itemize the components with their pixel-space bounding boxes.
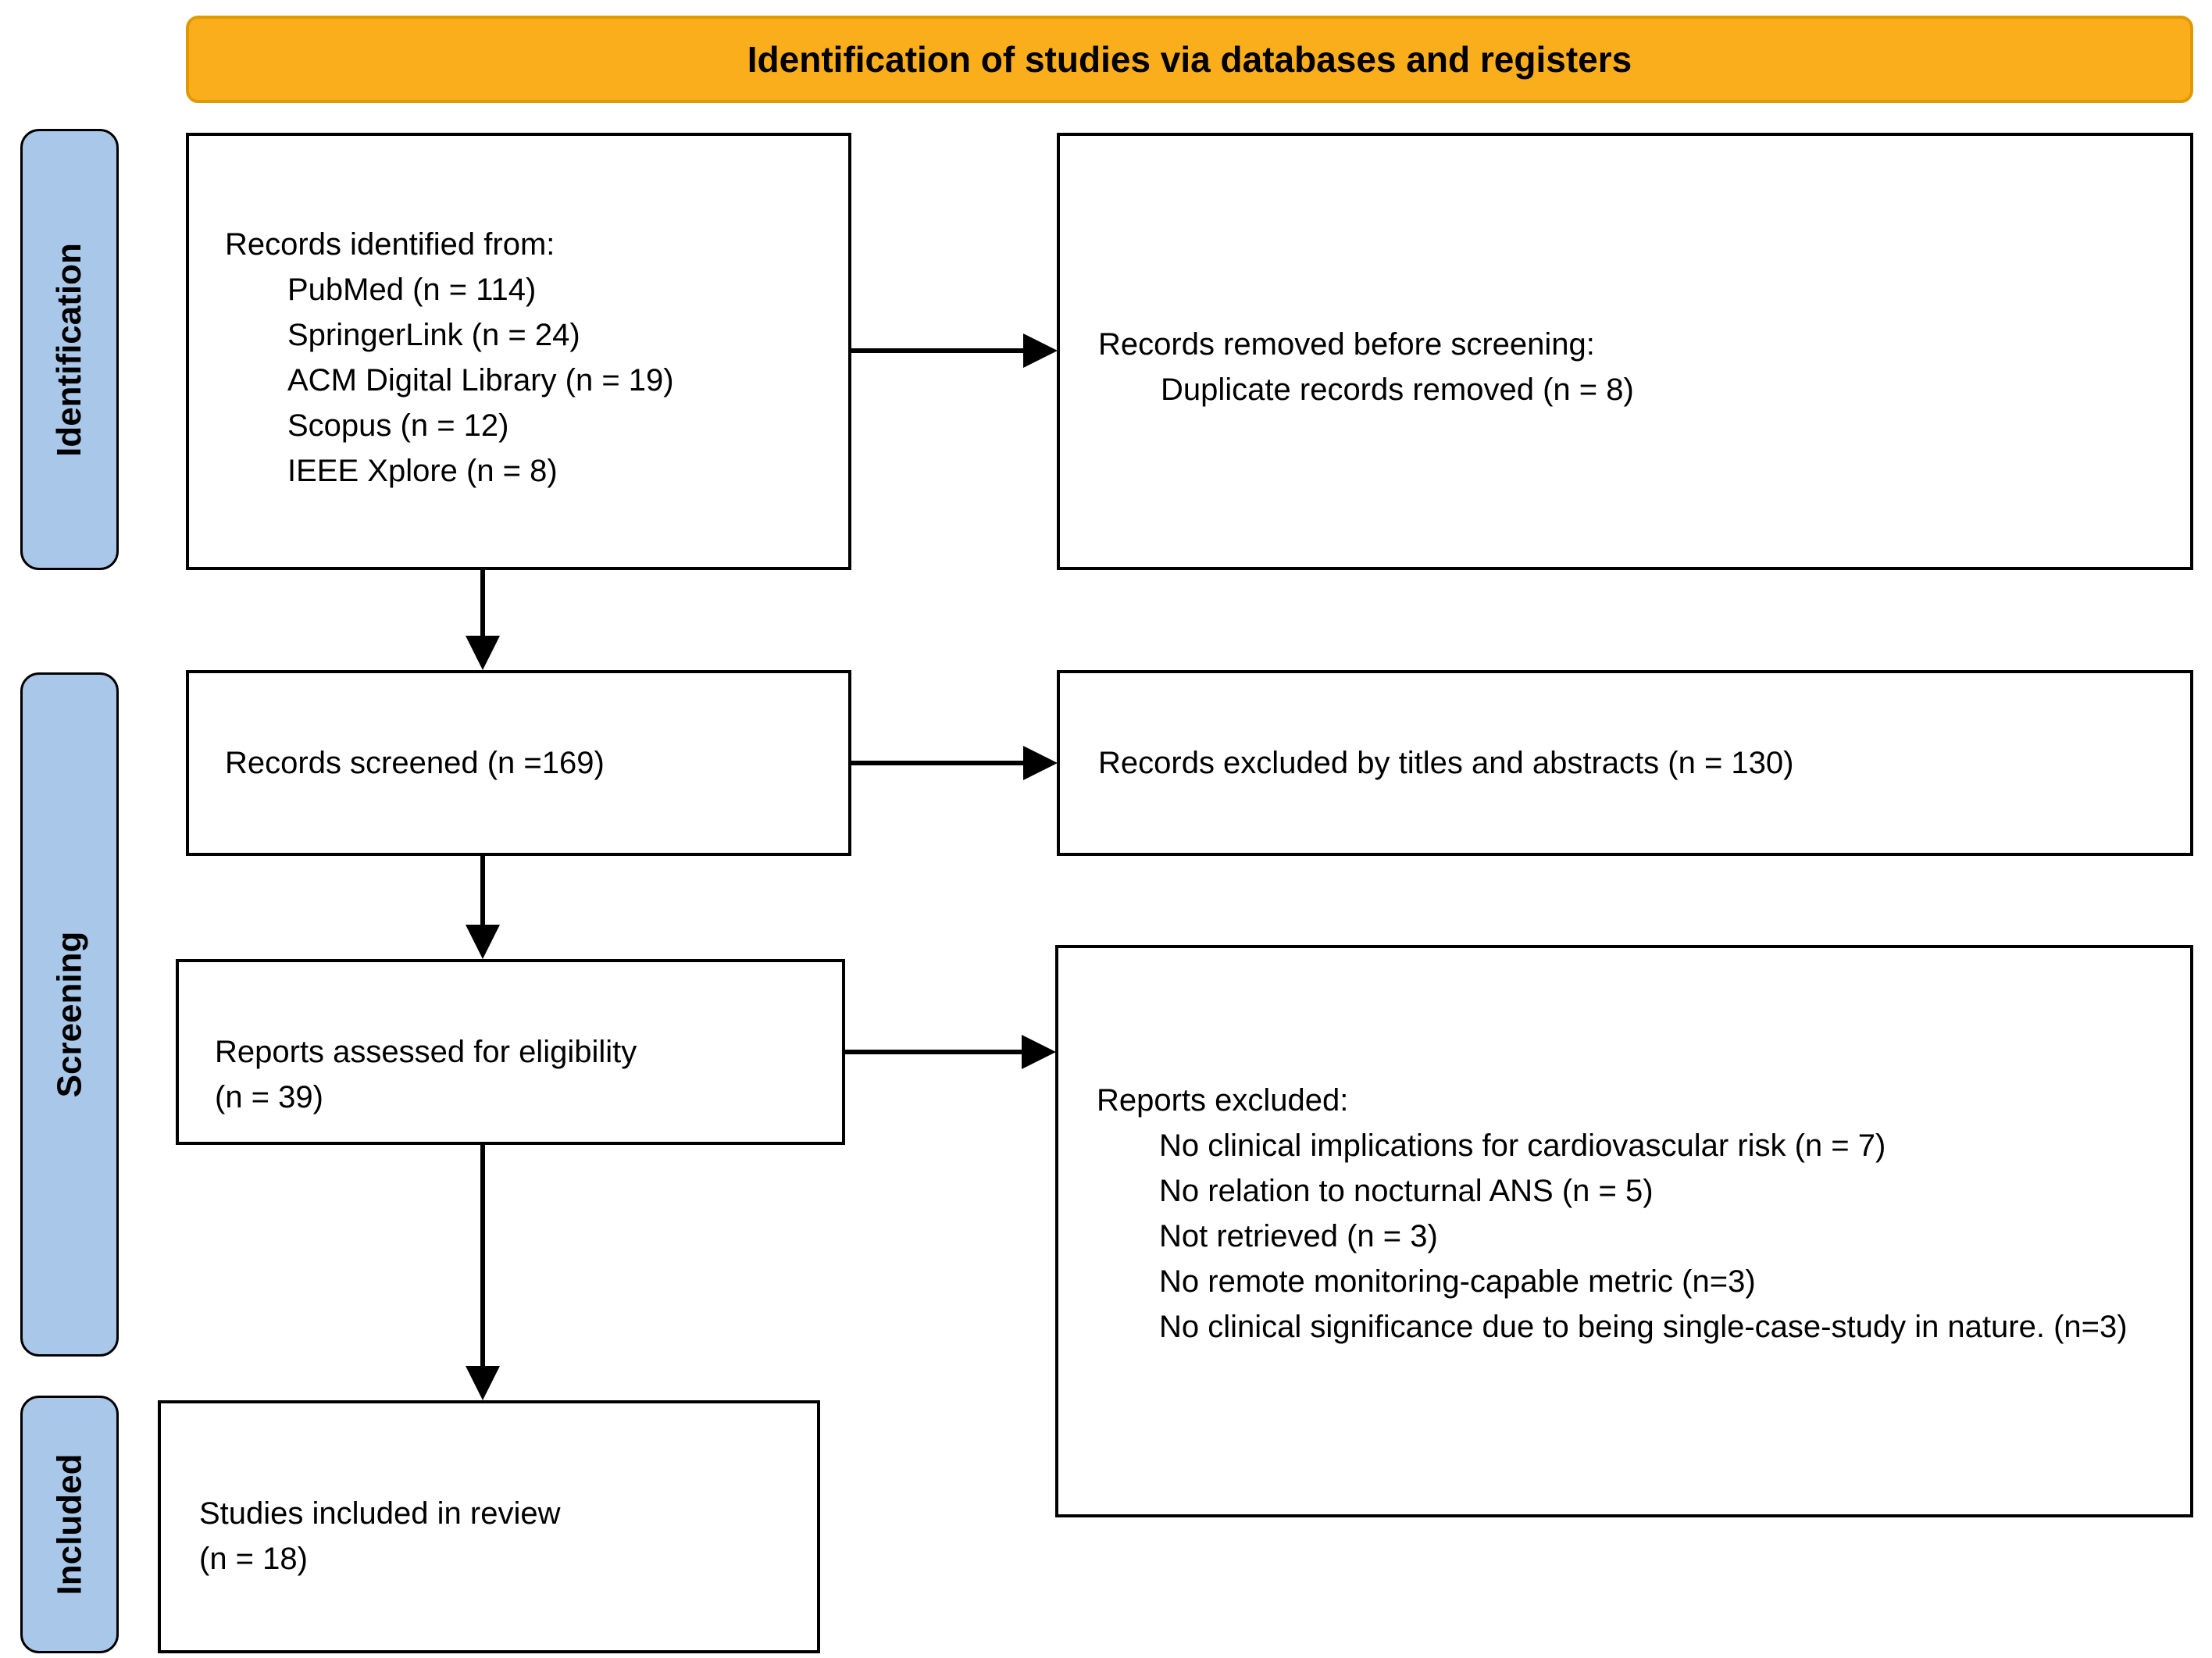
list-item: ACM Digital Library (n = 19) xyxy=(287,363,674,398)
arrow-screened-to-assessed-head xyxy=(466,925,500,959)
arrow-assessed-to-reports-excluded-shaft xyxy=(845,1050,1023,1054)
list-item: Not retrieved (n = 3) xyxy=(1159,1219,1438,1253)
arrow-identified-to-screened-head xyxy=(466,636,500,670)
arrow-identified-to-removed-head xyxy=(1023,333,1058,368)
stage-included xyxy=(20,1396,119,1653)
arrow-assessed-to-reports-excluded-head xyxy=(1022,1035,1056,1069)
box-records-excluded-titles-title: Records excluded by titles and abstracts (n = 130) xyxy=(1098,746,1794,780)
box-reports-assessed-count: (n = 39) xyxy=(215,1080,323,1114)
list-item: Duplicate records removed (n = 8) xyxy=(1161,373,1634,407)
box-studies-included xyxy=(158,1400,820,1653)
arrow-screened-to-excluded-head xyxy=(1023,746,1058,780)
box-records-removed xyxy=(1057,133,2193,570)
box-records-excluded-titles xyxy=(1057,670,2193,856)
box-studies-included-count: (n = 18) xyxy=(199,1542,308,1576)
banner-title-label: Identification of studies via databases and registers xyxy=(747,39,1632,80)
arrow-identified-to-screened-shaft xyxy=(480,570,485,637)
box-records-screened xyxy=(186,670,851,856)
box-reports-assessed xyxy=(176,959,845,1145)
banner-title xyxy=(186,16,2193,103)
list-item: SpringerLink (n = 24) xyxy=(287,318,580,352)
list-item: PubMed (n = 114) xyxy=(287,273,537,307)
box-records-removed-title: Records removed before screening: xyxy=(1098,327,1595,362)
stage-identification xyxy=(20,129,119,570)
list-item: No clinical significance due to being single-case-study in nature. (n=3) xyxy=(1159,1310,2128,1344)
list-item: No clinical implications for cardiovascular risk (n = 7) xyxy=(1159,1129,1886,1163)
arrow-identified-to-removed-shaft xyxy=(851,348,1025,353)
list-item: No remote monitoring-capable metric (n=3) xyxy=(1159,1264,1756,1299)
box-records-identified xyxy=(186,133,851,570)
box-records-screened-title: Records screened (n =169) xyxy=(225,746,605,780)
stage-included-label: Included xyxy=(50,1453,88,1596)
stage-identification-label: Identification xyxy=(50,242,88,457)
box-reports-excluded-title: Reports excluded: xyxy=(1097,1083,1349,1118)
stage-screening-label: Screening xyxy=(50,931,88,1098)
box-studies-included-title: Studies included in review xyxy=(199,1496,561,1531)
arrow-screened-to-excluded-shaft xyxy=(851,761,1025,765)
box-reports-excluded xyxy=(1055,945,2193,1517)
box-reports-assessed-title: Reports assessed for eligibility xyxy=(215,1035,637,1069)
stage-screening xyxy=(20,672,119,1357)
list-item: No relation to nocturnal ANS (n = 5) xyxy=(1159,1174,1654,1208)
arrow-assessed-to-included-head xyxy=(466,1366,500,1400)
box-records-identified-title: Records identified from: xyxy=(225,227,555,262)
list-item: Scopus (n = 12) xyxy=(287,408,509,443)
list-item: IEEE Xplore (n = 8) xyxy=(287,454,558,488)
arrow-assessed-to-included-shaft xyxy=(480,1145,485,1367)
arrow-screened-to-assessed-shaft xyxy=(480,856,485,926)
